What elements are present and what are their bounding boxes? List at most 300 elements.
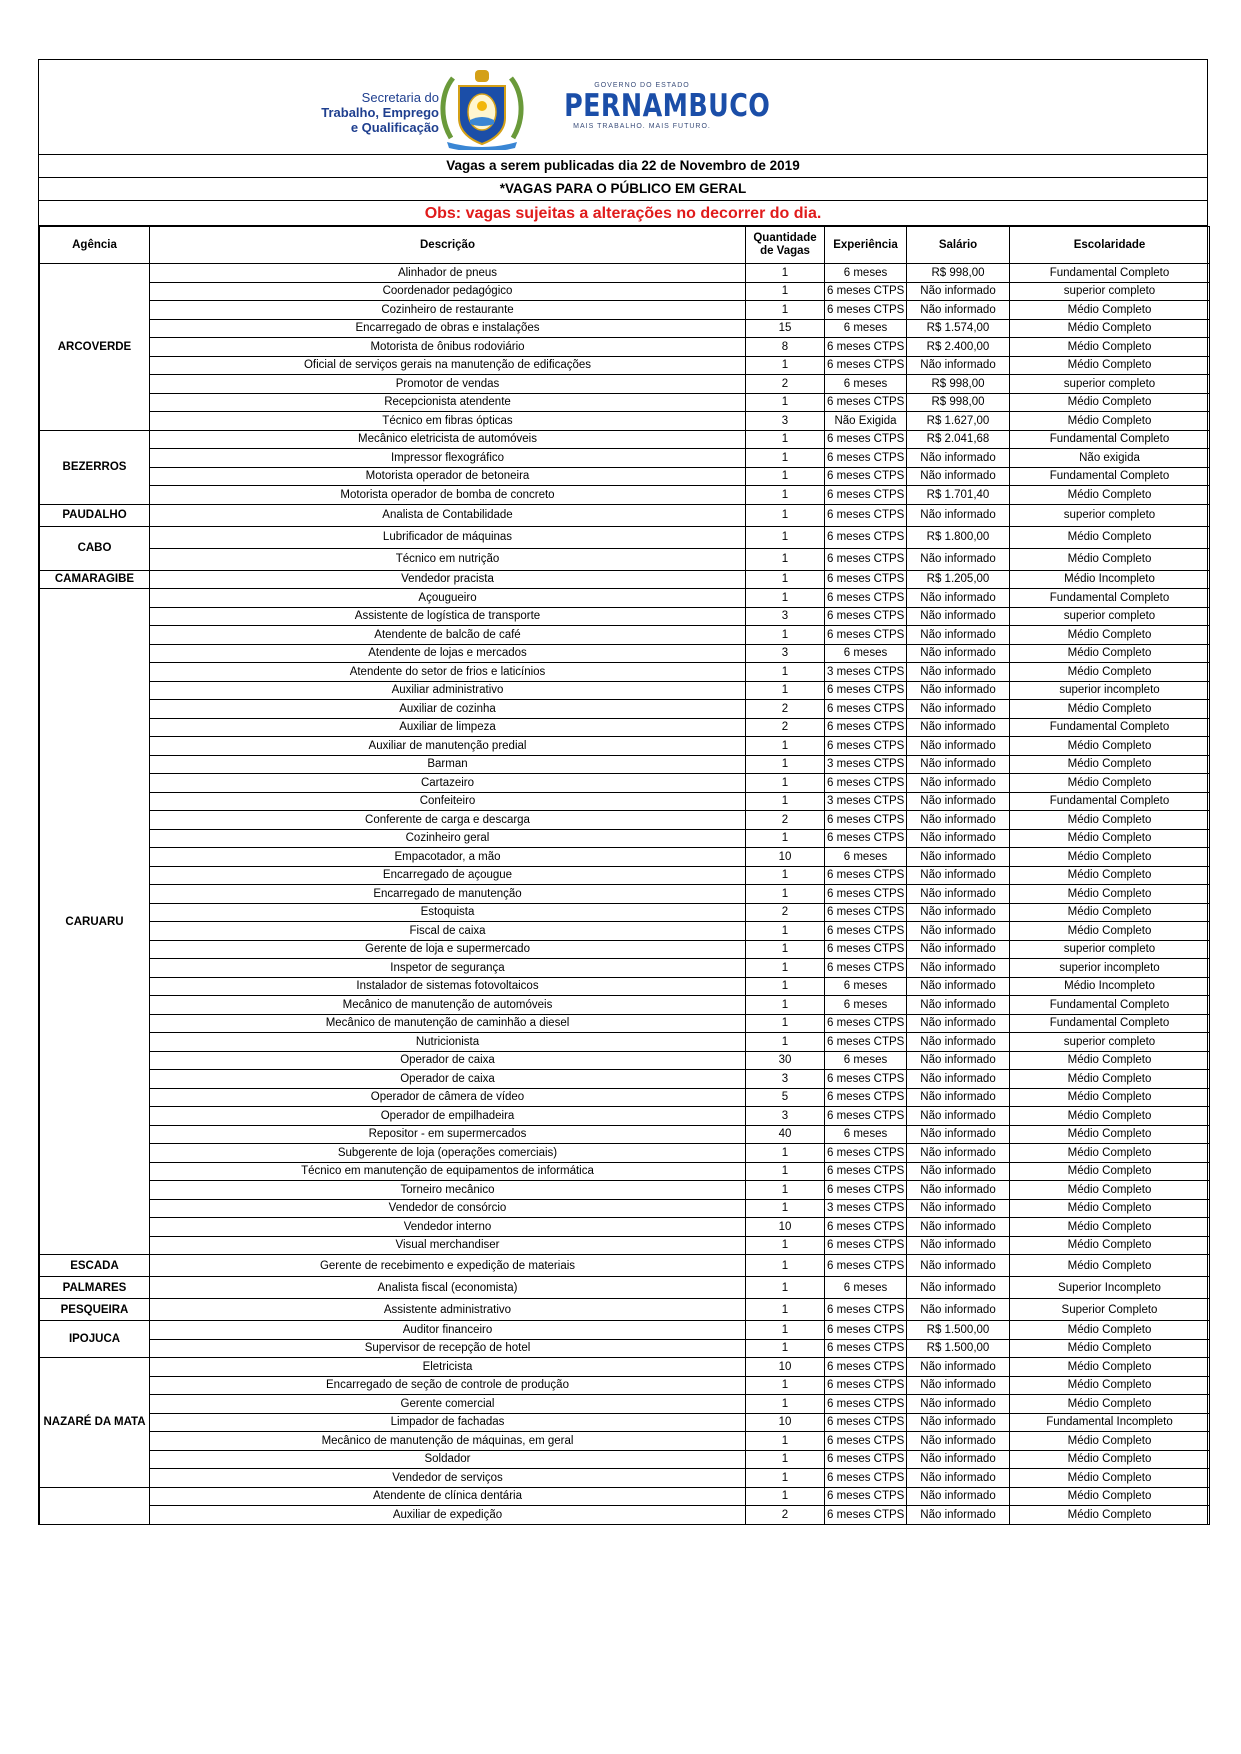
quantity-cell: 10 xyxy=(746,1358,825,1377)
quantity-cell: 1 xyxy=(746,430,825,449)
salary-cell: Não informado xyxy=(907,449,1010,468)
education-cell: superior completo xyxy=(1010,504,1210,526)
table-row xyxy=(40,737,1210,756)
description-cell: Impressor flexográfico xyxy=(150,449,746,468)
secretaria-line-3: e Qualificação xyxy=(350,120,439,135)
description-cell: Auxiliar de limpeza xyxy=(150,718,746,737)
agency-cell: PESQUEIRA xyxy=(40,1299,150,1321)
salary-cell: Não informado xyxy=(907,848,1010,867)
experience-cell: 6 meses CTPS xyxy=(825,607,907,626)
table-row xyxy=(40,264,1210,283)
table-row xyxy=(40,866,1210,885)
education-cell: Médio Completo xyxy=(1010,644,1210,663)
description-cell: Analista de Contabilidade xyxy=(150,504,746,526)
table-row xyxy=(40,1413,1210,1432)
education-cell: Médio Completo xyxy=(1010,1051,1210,1070)
salary-cell: Não informado xyxy=(907,644,1010,663)
education-cell: Não exigida xyxy=(1010,449,1210,468)
description-cell: Técnico em nutrição xyxy=(150,548,746,570)
salary-cell: Não informado xyxy=(907,548,1010,570)
salary-cell: Não informado xyxy=(907,356,1010,375)
quantity-cell: 2 xyxy=(746,375,825,394)
quantity-cell: 1 xyxy=(746,866,825,885)
salary-cell: Não informado xyxy=(907,1469,1010,1488)
table-row xyxy=(40,319,1210,338)
experience-cell: 6 meses CTPS xyxy=(825,393,907,412)
salary-cell: Não informado xyxy=(907,467,1010,486)
salary-cell: R$ 1.574,00 xyxy=(907,319,1010,338)
salary-cell: Não informado xyxy=(907,607,1010,626)
description-cell: Atendente do setor de frios e laticínios xyxy=(150,663,746,682)
table-row xyxy=(40,607,1210,626)
quantity-cell: 10 xyxy=(746,1218,825,1237)
experience-cell: 6 meses CTPS xyxy=(825,1162,907,1181)
experience-cell: 6 meses CTPS xyxy=(825,526,907,548)
salary-cell: Não informado xyxy=(907,829,1010,848)
education-cell: Médio Completo xyxy=(1010,1236,1210,1255)
table-row xyxy=(40,718,1210,737)
education-cell: Fundamental Completo xyxy=(1010,792,1210,811)
quantity-cell: 1 xyxy=(746,282,825,301)
state-name: PERNAMBUCO xyxy=(564,88,771,124)
quantity-cell: 1 xyxy=(746,504,825,526)
education-cell: Fundamental Completo xyxy=(1010,430,1210,449)
experience-cell: 6 meses CTPS xyxy=(825,548,907,570)
table-row xyxy=(40,449,1210,468)
salary-cell: Não informado xyxy=(907,1487,1010,1506)
table-row xyxy=(40,1395,1210,1414)
quantity-cell: 1 xyxy=(746,737,825,756)
salary-cell: Não informado xyxy=(907,700,1010,719)
education-cell: Médio Completo xyxy=(1010,811,1210,830)
experience-cell: 6 meses CTPS xyxy=(825,486,907,505)
education-cell: Fundamental Completo xyxy=(1010,264,1210,283)
salary-cell: Não informado xyxy=(907,1236,1010,1255)
experience-cell: 6 meses CTPS xyxy=(825,1413,907,1432)
pernambuco-logo xyxy=(547,82,771,130)
education-cell: Médio Completo xyxy=(1010,301,1210,320)
experience-cell: 6 meses CTPS xyxy=(825,589,907,608)
experience-cell: 6 meses CTPS xyxy=(825,338,907,357)
experience-cell: 6 meses xyxy=(825,1125,907,1144)
secretaria-line-1: Secretaria do xyxy=(361,90,439,105)
table-row xyxy=(40,922,1210,941)
education-cell: Médio Completo xyxy=(1010,1144,1210,1163)
quantity-cell: 1 xyxy=(746,1144,825,1163)
salary-cell: R$ 1.800,00 xyxy=(907,526,1010,548)
description-cell: Fiscal de caixa xyxy=(150,922,746,941)
quantity-cell: 2 xyxy=(746,718,825,737)
description-cell: Promotor de vendas xyxy=(150,375,746,394)
table-row xyxy=(40,1051,1210,1070)
description-cell: Açougueiro xyxy=(150,589,746,608)
description-cell: Eletricista xyxy=(150,1358,746,1377)
experience-cell: 6 meses CTPS xyxy=(825,1236,907,1255)
quantity-cell: 1 xyxy=(746,1014,825,1033)
secretaria-line-2: Trabalho, Emprego xyxy=(321,105,439,120)
job-listing-sheet xyxy=(38,59,1208,1525)
description-cell: Analista fiscal (economista) xyxy=(150,1277,746,1299)
experience-cell: 6 meses CTPS xyxy=(825,737,907,756)
pernambuco-coat-of-arms-icon xyxy=(437,68,527,150)
description-cell: Estoquista xyxy=(150,903,746,922)
education-cell: Médio Completo xyxy=(1010,526,1210,548)
salary-cell: Não informado xyxy=(907,1506,1010,1525)
salary-cell: R$ 998,00 xyxy=(907,375,1010,394)
column-header-quantidade: Quantidade de Vagas xyxy=(746,227,825,264)
experience-cell: 6 meses CTPS xyxy=(825,356,907,375)
education-cell: Médio Completo xyxy=(1010,1162,1210,1181)
secretaria-logo-text xyxy=(259,90,439,135)
experience-cell: 6 meses CTPS xyxy=(825,1033,907,1052)
salary-cell: Não informado xyxy=(907,1299,1010,1321)
quantity-cell: 1 xyxy=(746,570,825,589)
agency-cell xyxy=(40,1487,150,1524)
salary-cell: Não informado xyxy=(907,755,1010,774)
table-row xyxy=(40,848,1210,867)
description-cell: Soldador xyxy=(150,1450,746,1469)
table-row xyxy=(40,1376,1210,1395)
salary-cell: Não informado xyxy=(907,1432,1010,1451)
quantity-cell: 10 xyxy=(746,848,825,867)
table-row xyxy=(40,1450,1210,1469)
experience-cell: 6 meses CTPS xyxy=(825,1299,907,1321)
education-cell: superior incompleto xyxy=(1010,681,1210,700)
experience-cell: 6 meses CTPS xyxy=(825,430,907,449)
experience-cell: 6 meses xyxy=(825,1051,907,1070)
quantity-cell: 1 xyxy=(746,1162,825,1181)
column-header-escolaridade: Escolaridade xyxy=(1010,227,1210,264)
table-row xyxy=(40,356,1210,375)
quantity-cell: 1 xyxy=(746,589,825,608)
agency-cell: PALMARES xyxy=(40,1277,150,1299)
table-row xyxy=(40,1125,1210,1144)
description-cell: Operador de câmera de vídeo xyxy=(150,1088,746,1107)
quantity-cell: 40 xyxy=(746,1125,825,1144)
quantity-cell: 1 xyxy=(746,526,825,548)
education-cell: Médio Completo xyxy=(1010,903,1210,922)
agency-cell: IPOJUCA xyxy=(40,1321,150,1358)
quantity-cell: 1 xyxy=(746,959,825,978)
gov-label: GOVERNO DO ESTADO xyxy=(594,82,690,89)
quantity-cell: 1 xyxy=(746,774,825,793)
salary-cell: Não informado xyxy=(907,301,1010,320)
page-subtitle: *VAGAS PARA O PÚBLICO EM GERAL xyxy=(39,178,1207,201)
salary-cell: Não informado xyxy=(907,626,1010,645)
salary-cell: Não informado xyxy=(907,811,1010,830)
salary-cell: Não informado xyxy=(907,792,1010,811)
table-row xyxy=(40,700,1210,719)
education-cell: Médio Completo xyxy=(1010,829,1210,848)
quantity-cell: 1 xyxy=(746,1321,825,1340)
table-row xyxy=(40,412,1210,431)
salary-cell: Não informado xyxy=(907,922,1010,941)
experience-cell: 3 meses CTPS xyxy=(825,792,907,811)
description-cell: Mecânico de manutenção de caminhão a diesel xyxy=(150,1014,746,1033)
salary-cell: R$ 1.500,00 xyxy=(907,1321,1010,1340)
description-cell: Motorista de ônibus rodoviário xyxy=(150,338,746,357)
education-cell: Médio Completo xyxy=(1010,1088,1210,1107)
quantity-cell: 1 xyxy=(746,301,825,320)
experience-cell: 6 meses CTPS xyxy=(825,1014,907,1033)
table-row xyxy=(40,1321,1210,1340)
education-cell: superior completo xyxy=(1010,282,1210,301)
quantity-cell: 8 xyxy=(746,338,825,357)
table-row xyxy=(40,1277,1210,1299)
description-cell: Operador de empilhadeira xyxy=(150,1107,746,1126)
experience-cell: 6 meses xyxy=(825,264,907,283)
quantity-cell: 1 xyxy=(746,264,825,283)
table-row xyxy=(40,467,1210,486)
salary-cell: Não informado xyxy=(907,1033,1010,1052)
education-cell: Médio Completo xyxy=(1010,412,1210,431)
table-row xyxy=(40,1014,1210,1033)
table-row xyxy=(40,959,1210,978)
description-cell: Cartazeiro xyxy=(150,774,746,793)
salary-cell: Não informado xyxy=(907,774,1010,793)
logo-header xyxy=(39,60,1207,155)
education-cell: superior completo xyxy=(1010,1033,1210,1052)
column-header-agencia: Agência xyxy=(40,227,150,264)
description-cell: Limpador de fachadas xyxy=(150,1413,746,1432)
education-cell: Médio Completo xyxy=(1010,663,1210,682)
experience-cell: 6 meses CTPS xyxy=(825,718,907,737)
salary-cell: Não informado xyxy=(907,1107,1010,1126)
quantity-cell: 1 xyxy=(746,1376,825,1395)
vacancies-table xyxy=(39,226,1210,1525)
education-cell: Médio Completo xyxy=(1010,885,1210,904)
description-cell: Nutricionista xyxy=(150,1033,746,1052)
salary-cell: Não informado xyxy=(907,1277,1010,1299)
quantity-cell: 1 xyxy=(746,1395,825,1414)
experience-cell: 6 meses CTPS xyxy=(825,1395,907,1414)
description-cell: Supervisor de recepção de hotel xyxy=(150,1339,746,1358)
education-cell: Médio Completo xyxy=(1010,626,1210,645)
salary-cell: Não informado xyxy=(907,1181,1010,1200)
description-cell: Lubrificador de máquinas xyxy=(150,526,746,548)
agency-cell: PAUDALHO xyxy=(40,504,150,526)
education-cell: Médio Completo xyxy=(1010,1255,1210,1277)
quantity-cell: 1 xyxy=(746,1487,825,1506)
table-row xyxy=(40,504,1210,526)
table-row xyxy=(40,282,1210,301)
quantity-cell: 1 xyxy=(746,356,825,375)
quantity-cell: 3 xyxy=(746,1070,825,1089)
experience-cell: 6 meses CTPS xyxy=(825,282,907,301)
table-row xyxy=(40,1236,1210,1255)
quantity-cell: 1 xyxy=(746,681,825,700)
table-row xyxy=(40,526,1210,548)
description-cell: Alinhador de pneus xyxy=(150,264,746,283)
education-cell: Médio Completo xyxy=(1010,393,1210,412)
experience-cell: 6 meses CTPS xyxy=(825,467,907,486)
experience-cell: 6 meses CTPS xyxy=(825,1321,907,1340)
quantity-cell: 1 xyxy=(746,1236,825,1255)
quantity-cell: 30 xyxy=(746,1051,825,1070)
observation-note: Obs: vagas sujeitas a alterações no decorrer do dia. xyxy=(39,201,1207,226)
salary-cell: R$ 1.500,00 xyxy=(907,1339,1010,1358)
experience-cell: 6 meses CTPS xyxy=(825,1218,907,1237)
description-cell: Encarregado de seção de controle de produção xyxy=(150,1376,746,1395)
salary-cell: Não informado xyxy=(907,1450,1010,1469)
table-row xyxy=(40,977,1210,996)
table-row xyxy=(40,774,1210,793)
table-row xyxy=(40,548,1210,570)
table-row xyxy=(40,1181,1210,1200)
education-cell: Superior Incompleto xyxy=(1010,1277,1210,1299)
description-cell: Gerente de loja e supermercado xyxy=(150,940,746,959)
experience-cell: 6 meses CTPS xyxy=(825,1088,907,1107)
description-cell: Atendente de balcão de café xyxy=(150,626,746,645)
education-cell: Médio Completo xyxy=(1010,319,1210,338)
agency-cell: ESCADA xyxy=(40,1255,150,1277)
experience-cell: 6 meses CTPS xyxy=(825,940,907,959)
education-cell: Médio Completo xyxy=(1010,548,1210,570)
description-cell: Operador de caixa xyxy=(150,1070,746,1089)
experience-cell: 6 meses xyxy=(825,996,907,1015)
salary-cell: Não informado xyxy=(907,1125,1010,1144)
education-cell: Médio Completo xyxy=(1010,486,1210,505)
table-row xyxy=(40,1033,1210,1052)
experience-cell: 6 meses xyxy=(825,319,907,338)
quantity-cell: 1 xyxy=(746,1469,825,1488)
salary-cell: R$ 998,00 xyxy=(907,264,1010,283)
education-cell: Médio Completo xyxy=(1010,922,1210,941)
experience-cell: 6 meses CTPS xyxy=(825,1432,907,1451)
education-cell: Médio Completo xyxy=(1010,774,1210,793)
description-cell: Cozinheiro de restaurante xyxy=(150,301,746,320)
education-cell: Médio Completo xyxy=(1010,356,1210,375)
description-cell: Mecânico de manutenção de automóveis xyxy=(150,996,746,1015)
education-cell: superior completo xyxy=(1010,607,1210,626)
quantity-cell: 2 xyxy=(746,903,825,922)
experience-cell: 6 meses CTPS xyxy=(825,1506,907,1525)
description-cell: Cozinheiro geral xyxy=(150,829,746,848)
education-cell: Médio Completo xyxy=(1010,1339,1210,1358)
table-row xyxy=(40,663,1210,682)
agency-cell: CAMARAGIBE xyxy=(40,570,150,589)
table-row xyxy=(40,375,1210,394)
table-row xyxy=(40,589,1210,608)
quantity-cell: 1 xyxy=(746,486,825,505)
quantity-cell: 3 xyxy=(746,644,825,663)
description-cell: Vendedor de serviços xyxy=(150,1469,746,1488)
salary-cell: Não informado xyxy=(907,1014,1010,1033)
education-cell: Médio Completo xyxy=(1010,1218,1210,1237)
description-cell: Subgerente de loja (operações comerciais) xyxy=(150,1144,746,1163)
experience-cell: 6 meses CTPS xyxy=(825,1339,907,1358)
quantity-cell: 3 xyxy=(746,1107,825,1126)
table-row xyxy=(40,996,1210,1015)
experience-cell: 6 meses CTPS xyxy=(825,811,907,830)
table-row xyxy=(40,1255,1210,1277)
table-row xyxy=(40,792,1210,811)
table-row xyxy=(40,1506,1210,1525)
quantity-cell: 1 xyxy=(746,1339,825,1358)
salary-cell: Não informado xyxy=(907,1376,1010,1395)
agency-cell: ARCOVERDE xyxy=(40,264,150,431)
salary-cell: Não informado xyxy=(907,1144,1010,1163)
agency-cell: CARUARU xyxy=(40,589,150,1255)
education-cell: Fundamental Incompleto xyxy=(1010,1413,1210,1432)
quantity-cell: 3 xyxy=(746,412,825,431)
education-cell: Médio Incompleto xyxy=(1010,977,1210,996)
quantity-cell: 1 xyxy=(746,885,825,904)
agency-cell: NAZARÉ DA MATA xyxy=(40,1358,150,1488)
quantity-cell: 1 xyxy=(746,548,825,570)
table-row xyxy=(40,1487,1210,1506)
quantity-cell: 5 xyxy=(746,1088,825,1107)
experience-cell: 6 meses CTPS xyxy=(825,1358,907,1377)
description-cell: Encarregado de manutenção xyxy=(150,885,746,904)
table-row xyxy=(40,430,1210,449)
education-cell: Fundamental Completo xyxy=(1010,1014,1210,1033)
education-cell: Médio Completo xyxy=(1010,1469,1210,1488)
quantity-cell: 1 xyxy=(746,940,825,959)
salary-cell: Não informado xyxy=(907,663,1010,682)
description-cell: Inspetor de segurança xyxy=(150,959,746,978)
quantity-cell: 1 xyxy=(746,1432,825,1451)
quantity-cell: 1 xyxy=(746,922,825,941)
description-cell: Auxiliar de cozinha xyxy=(150,700,746,719)
quantity-cell: 1 xyxy=(746,626,825,645)
experience-cell: 6 meses CTPS xyxy=(825,903,907,922)
table-row xyxy=(40,681,1210,700)
salary-cell: R$ 1.627,00 xyxy=(907,412,1010,431)
education-cell: Médio Completo xyxy=(1010,338,1210,357)
experience-cell: 3 meses CTPS xyxy=(825,1199,907,1218)
experience-cell: 6 meses CTPS xyxy=(825,1487,907,1506)
quantity-cell: 1 xyxy=(746,663,825,682)
education-cell: Médio Completo xyxy=(1010,1358,1210,1377)
description-cell: Vendedor de consórcio xyxy=(150,1199,746,1218)
education-cell: Fundamental Completo xyxy=(1010,467,1210,486)
salary-cell: Não informado xyxy=(907,959,1010,978)
description-cell: Gerente de recebimento e expedição de materiais xyxy=(150,1255,746,1277)
quantity-cell: 10 xyxy=(746,1413,825,1432)
agency-cell: CABO xyxy=(40,526,150,570)
table-row xyxy=(40,1469,1210,1488)
salary-cell: Não informado xyxy=(907,1070,1010,1089)
table-row xyxy=(40,1107,1210,1126)
description-cell: Vendedor interno xyxy=(150,1218,746,1237)
description-cell: Assistente administrativo xyxy=(150,1299,746,1321)
description-cell: Assistente de logística de transporte xyxy=(150,607,746,626)
table-row xyxy=(40,1144,1210,1163)
education-cell: Médio Completo xyxy=(1010,1181,1210,1200)
table-row xyxy=(40,1218,1210,1237)
column-header-salario: Salário xyxy=(907,227,1010,264)
education-cell: Médio Completo xyxy=(1010,1487,1210,1506)
description-cell: Atendente de lojas e mercados xyxy=(150,644,746,663)
table-row xyxy=(40,1070,1210,1089)
experience-cell: 6 meses xyxy=(825,375,907,394)
description-cell: Auxiliar de expedição xyxy=(150,1506,746,1525)
education-cell: Médio Completo xyxy=(1010,848,1210,867)
table-row xyxy=(40,1339,1210,1358)
salary-cell: R$ 1.701,40 xyxy=(907,486,1010,505)
salary-cell: Não informado xyxy=(907,977,1010,996)
salary-cell: Não informado xyxy=(907,1413,1010,1432)
table-row xyxy=(40,626,1210,645)
table-row xyxy=(40,1358,1210,1377)
education-cell: Médio Completo xyxy=(1010,1070,1210,1089)
description-cell: Empacotador, a mão xyxy=(150,848,746,867)
description-cell: Atendente de clínica dentária xyxy=(150,1487,746,1506)
experience-cell: 6 meses xyxy=(825,644,907,663)
salary-cell: Não informado xyxy=(907,282,1010,301)
description-cell: Barman xyxy=(150,755,746,774)
